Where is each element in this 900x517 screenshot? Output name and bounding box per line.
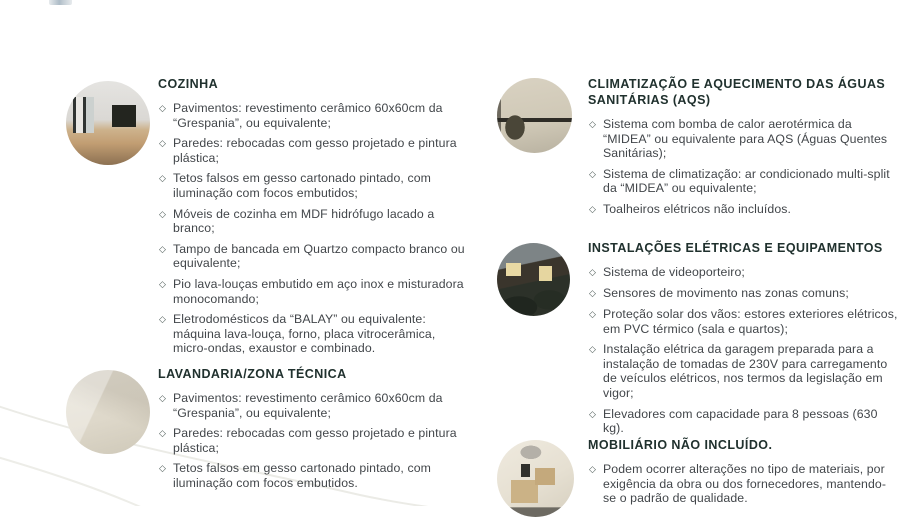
section-cozinha bbox=[66, 76, 472, 362]
bullet-item bbox=[588, 286, 898, 301]
diamond-bullet-icon: ◇ bbox=[159, 393, 166, 403]
bullet-item bbox=[158, 101, 472, 130]
bullet-item bbox=[588, 462, 898, 506]
section-title-lavandaria: LAVANDARIA/ZONA TÉCNICA bbox=[158, 367, 347, 381]
diamond-bullet-icon: ◇ bbox=[589, 168, 596, 179]
section-instalacoes bbox=[497, 240, 898, 442]
bullet-text: Pavimentos: revestimento cerâmico 60x60cm da “Grespania”, ou equivalente; bbox=[173, 391, 443, 420]
section-title-mobiliario: MOBILIÁRIO NÃO INCLUÍDO. bbox=[588, 438, 773, 452]
building-facade-photo bbox=[497, 243, 570, 316]
bullet-item bbox=[158, 207, 472, 236]
section-content bbox=[158, 76, 472, 362]
bullet-list-mobiliario bbox=[588, 462, 898, 506]
bullet-item bbox=[588, 117, 898, 161]
bullet-item bbox=[588, 167, 898, 196]
diamond-bullet-icon: ◇ bbox=[159, 208, 166, 219]
bullet-item bbox=[158, 312, 472, 356]
bullet-text: Tetos falsos em gesso cartonado pintado, com iluminação com focos embutidos. bbox=[173, 461, 431, 490]
diamond-bullet-icon: ◇ bbox=[159, 103, 166, 113]
bullet-item bbox=[588, 265, 898, 280]
kitchen-interior-photo bbox=[66, 81, 150, 165]
bullet-list-instalacoes bbox=[588, 265, 898, 436]
diamond-bullet-icon: ◇ bbox=[589, 344, 596, 355]
section-mobiliario bbox=[497, 437, 898, 517]
diamond-bullet-icon: ◇ bbox=[159, 428, 166, 439]
bathroom-wall-photo bbox=[497, 78, 572, 153]
section-title-climatizacao: CLIMATIZAÇÃO E AQUECIMENTO DAS ÁGUAS SANITÁRIAS (AQS) bbox=[588, 77, 886, 107]
section-climatizacao bbox=[497, 76, 898, 223]
bullet-text: Tetos falsos em gesso cartonado pintado, com iluminação com focos embutidos; bbox=[173, 171, 431, 200]
bullet-item bbox=[158, 136, 472, 165]
diamond-bullet-icon: ◇ bbox=[589, 203, 596, 214]
moving-boxes-photo bbox=[497, 440, 574, 517]
section-title-cozinha: COZINHA bbox=[158, 77, 219, 91]
bullet-item bbox=[158, 242, 472, 271]
bullet-text: Podem ocorrer alterações no tipo de materiais, por exigência da obra ou dos fornecedores, mantendo-se o padrão de qualidade. bbox=[603, 462, 887, 506]
bullet-text: Elevadores com capacidade para 8 pessoas (630 kg). bbox=[603, 406, 878, 436]
diamond-bullet-icon: ◇ bbox=[589, 408, 596, 419]
diamond-bullet-icon: ◇ bbox=[159, 278, 166, 289]
bullet-item bbox=[158, 461, 472, 490]
bullet-text: Pavimentos: revestimento cerâmico 60x60cm da “Grespania”, ou equivalente; bbox=[173, 101, 443, 130]
laundry-room-photo bbox=[66, 370, 150, 454]
diamond-bullet-icon: ◇ bbox=[589, 288, 596, 298]
bullet-item bbox=[158, 426, 472, 455]
bullet-item bbox=[588, 202, 898, 217]
bullet-text: Tampo de bancada em Quartzo compacto branco ou equivalente; bbox=[173, 241, 465, 271]
bullet-text: Proteção solar dos vãos: estores exteriores elétricos, em PVC térmico (sala e quartos); bbox=[603, 307, 898, 336]
bullet-list-cozinha bbox=[158, 101, 472, 356]
bullet-text: Móveis de cozinha em MDF hidrófugo lacado a branco; bbox=[173, 206, 435, 236]
bullet-list-lavandaria bbox=[158, 391, 472, 491]
bullet-item bbox=[588, 342, 898, 400]
bullet-text: Sistema de climatização: ar condicionado multi-split da “MIDEA” ou equivalente; bbox=[603, 166, 890, 196]
diamond-bullet-icon: ◇ bbox=[159, 138, 166, 149]
diamond-bullet-icon: ◇ bbox=[589, 119, 596, 129]
bullet-text: Sistema de videoporteiro; bbox=[603, 265, 745, 279]
diamond-bullet-icon: ◇ bbox=[589, 267, 596, 277]
bullet-item bbox=[158, 391, 472, 420]
diamond-bullet-icon: ◇ bbox=[159, 463, 166, 474]
bullet-text: Eletrodomésticos da “BALAY” ou equivalente: máquina lava-louça, forno, placa vitrocerâmica, micro-ondas, exaustor e combinado. bbox=[173, 312, 436, 356]
section-content bbox=[588, 76, 898, 223]
section-lavandaria bbox=[66, 366, 472, 497]
diamond-bullet-icon: ◇ bbox=[159, 173, 166, 184]
diamond-bullet-icon: ◇ bbox=[589, 464, 596, 474]
section-title-instalacoes: INSTALAÇÕES ELÉTRICAS E EQUIPAMENTOS bbox=[588, 241, 883, 255]
cropped-logo-fragment bbox=[49, 0, 72, 5]
bullet-text: Sensores de movimento nas zonas comuns; bbox=[603, 286, 849, 300]
bullet-text: Instalação elétrica da garagem preparada para a instalação de tomadas de 230V para carregamento de veículos elétricos, nos termos da legislação em vigor; bbox=[603, 342, 888, 400]
bullet-item bbox=[588, 407, 898, 436]
bullet-list-climatizacao bbox=[588, 117, 898, 217]
section-content bbox=[588, 240, 898, 442]
bullet-text: Toalheiros elétricos não incluídos. bbox=[603, 201, 792, 216]
bullet-text: Paredes: rebocadas com gesso projetado e pintura plástica; bbox=[173, 426, 457, 455]
bullet-text: Sistema com bomba de calor aerotérmica da “MIDEA” ou equivalente para AQS (Águas Quentes Sanitárias); bbox=[603, 117, 888, 161]
bullet-item bbox=[588, 307, 898, 336]
diamond-bullet-icon: ◇ bbox=[159, 243, 166, 254]
bullet-item bbox=[158, 277, 472, 306]
section-content bbox=[158, 366, 472, 497]
bullet-text: Paredes: rebocadas com gesso projetado e pintura plástica; bbox=[173, 136, 457, 165]
bullet-item bbox=[158, 171, 472, 200]
diamond-bullet-icon: ◇ bbox=[589, 309, 596, 319]
diamond-bullet-icon: ◇ bbox=[159, 314, 166, 325]
section-content bbox=[588, 437, 898, 512]
bullet-text: Pio lava-louças embutido em aço inox e misturadora monocomando; bbox=[173, 276, 464, 306]
